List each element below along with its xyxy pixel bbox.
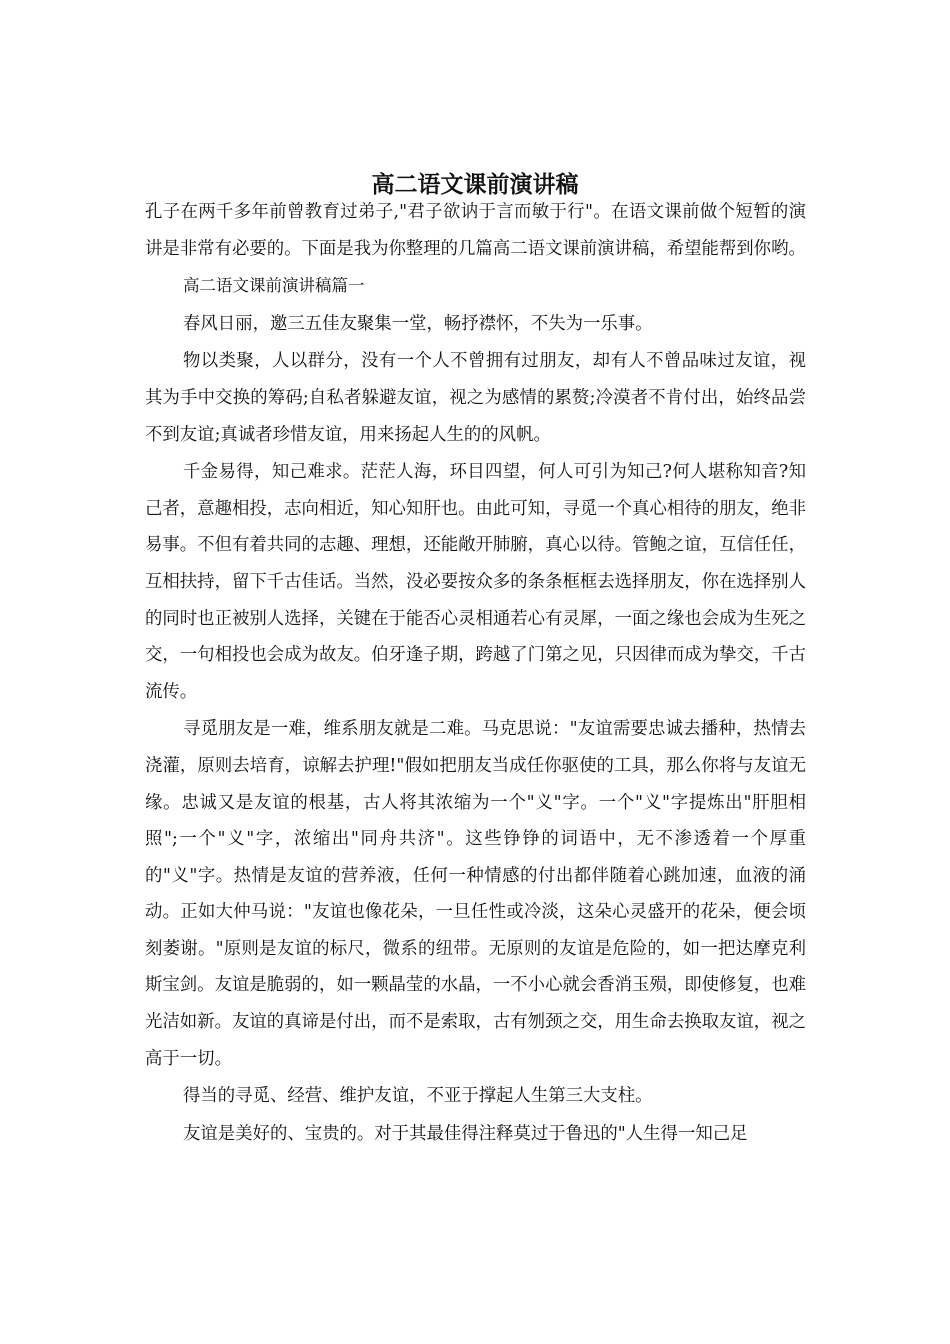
document-body: [145, 194, 806, 1153]
body-paragraph: 千金易得，知己难求。茫茫人海，环目四望，何人可引为知己?何人堪称知音?知己者，意趣相投，志向相近，知心知肝也。由此可知，寻觅一个真心相待的朋友，绝非易事。不但有着共同的志趣、理想，还能敞开肺腑，真心以待。管鲍之谊，互信任任，互相扶持，留下千古佳话。当然，没必要按众多的条条框框去选择朋友，你在选择别人的同时也正被别人选择，关键在于能否心灵相通若心有灵犀，一面之缘也会成为生死之交，一句相投也会成为故友。伯牙逢子期，跨越了门第之见，只因律而成为挚交，千古流传。: [145, 462, 806, 702]
document-title: 高二语文课前演讲稿: [371, 171, 579, 199]
body-paragraph: 得当的寻觅、经营、维护友谊，不亚于撑起人生第三大支柱。: [183, 1086, 653, 1107]
body-paragraph: 寻觅朋友是一难，维系朋友就是二难。马克思说："友谊需要忠诚去播种，热情去浇灌，原则去培育，谅解去护理!"假如把朋友当成任你驱使的工具，那么你将与友谊无缘。忠诚又是友谊的根基，古人将其浓缩为一个"义"字。一个"义"字提炼出"肝胆相照";一个"义"字，浓缩出"同舟共济"。这些铮铮的词语中，无不渗透着一个厚重的"义"字。热情是友谊的营养液，任何一种情感的付出都伴随着心跳加速，血液的涌动。正如大仲马说："友谊也像花朵，一旦任性或冷淡，这朵心灵盛开的花朵，便会顷刻萎谢。"原则是友谊的标尺，微系的纽带。无原则的友谊是危险的，如一把达摩克利斯宝剑。友谊是脆弱的，如一颗晶莹的水晶，一不小心就会香消玉殒，即使修复，也难光洁如新。友谊的真谛是付出，而不是索取，古有刎颈之交，用生命去换取友谊，视之高于一切。: [145, 719, 806, 1069]
section-heading: 高二语文课前演讲稿篇一: [183, 276, 365, 296]
body-paragraph: 物以类聚，人以群分，没有一个人不曾拥有过朋友，却有人不曾品味过友谊，视其为手中交换的筹码;自私者躲避友谊，视之为感情的累赘;冷漠者不肯付出，始终品尝不到友谊;真诚者珍惜友谊，用来扬起人生的的风帆。: [145, 351, 806, 445]
body-paragraph: 友谊是美好的、宝贵的。对于其最佳得注释莫过于鲁迅的"人生得一知己足: [183, 1123, 748, 1144]
intro-paragraph: 孔子在两千多年前曾教育过弟子,"君子欲讷于言而敏于行"。在语文课前做个短暂的演讲是非常有必要的。下面是我为你整理的几篇高二语文课前演讲稿，希望能帮到你哟。: [145, 202, 806, 259]
body-paragraph: 春风日丽，邀三五佳友聚集一堂，畅抒襟怀，不失为一乐事。: [183, 313, 653, 334]
